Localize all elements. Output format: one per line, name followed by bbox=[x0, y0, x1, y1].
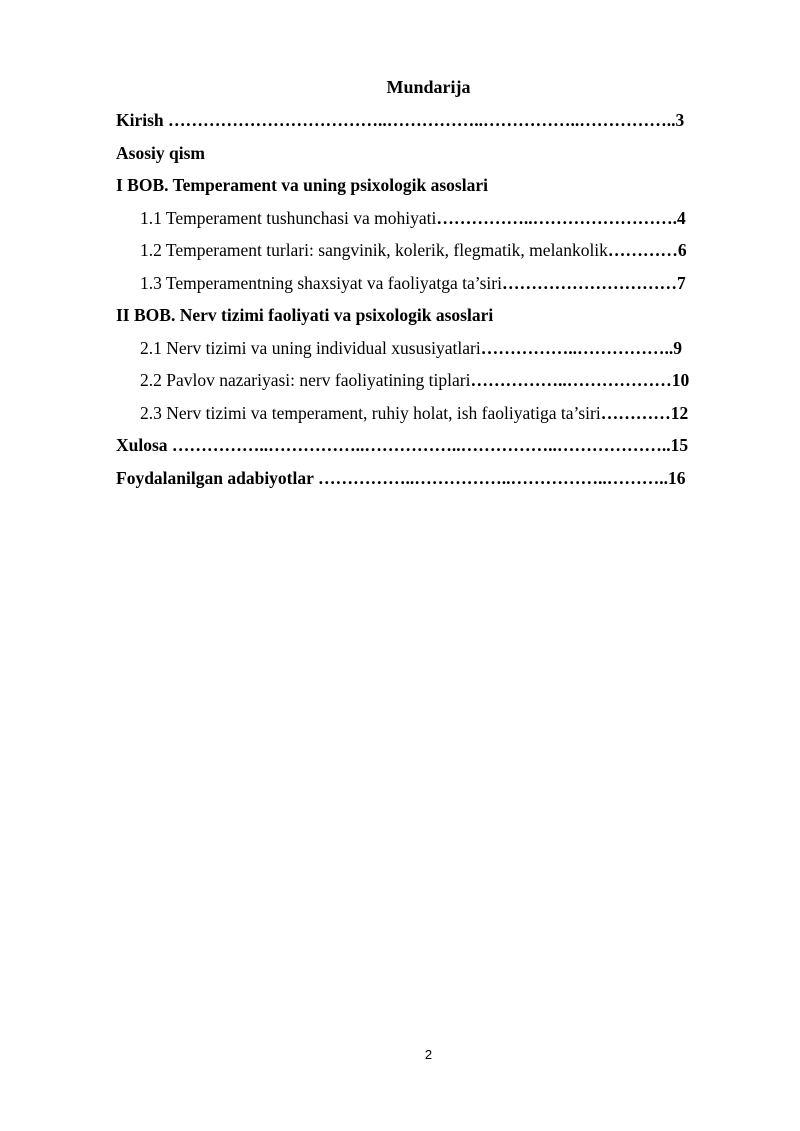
toc-entry-text: 1.2 Temperament turlari: sangvinik, kolerik, flegmatik, melankolik bbox=[140, 240, 608, 260]
toc-page-number: 3 bbox=[675, 110, 685, 130]
toc-chapter-2 bbox=[116, 303, 728, 327]
page-title: Mundarija bbox=[386, 77, 471, 97]
toc-entry-1-1 bbox=[140, 206, 728, 230]
toc-entry-kirish bbox=[116, 108, 728, 132]
toc-leader: ………………………………..……………..……………..…………….. bbox=[168, 110, 676, 130]
toc-leader: ……………..……………..……………..……………..……………….. bbox=[171, 435, 671, 455]
toc-entry-text: 2.3 Nerv tizimi va temperament, ruhiy holat, ish faoliyatiga ta’siri bbox=[140, 403, 601, 423]
toc-page-number: 10 bbox=[671, 370, 690, 390]
toc-page-number: 9 bbox=[673, 338, 682, 358]
toc-leader: ……………..…………….. bbox=[480, 338, 674, 358]
toc-leader: ……………..……………………. bbox=[436, 208, 677, 228]
toc-entry-2-3 bbox=[140, 401, 728, 425]
toc-leader: ………………………… bbox=[501, 273, 677, 293]
toc-leader: ……………..……………..……………..……….. bbox=[317, 468, 668, 488]
toc-entry-xulosa bbox=[116, 433, 728, 457]
toc-entry-text: 1.3 Temperamentning shaxsiyat va faoliyatga ta’siri bbox=[140, 273, 502, 293]
toc-page-number: 4 bbox=[677, 208, 686, 228]
toc-entry-text: I BOB. Temperament va uning psixologik asoslari bbox=[116, 175, 488, 195]
toc-entry-text: II BOB. Nerv tizimi faoliyati va psixologik asoslari bbox=[116, 305, 494, 325]
toc-entry-1-3 bbox=[140, 271, 728, 295]
toc-entry-text: Asosiy qism bbox=[116, 143, 205, 163]
toc-leader: ………… bbox=[607, 240, 678, 260]
toc-entry-adabiyotlar bbox=[116, 466, 728, 490]
toc-leader: ………… bbox=[600, 403, 671, 423]
toc-page-number: 15 bbox=[670, 435, 689, 455]
toc-entry-text: 1.1 Temperament tushunchasi va mohiyati bbox=[140, 208, 437, 228]
toc-entry-text: Xulosa bbox=[116, 435, 172, 455]
toc-entry-2-2 bbox=[140, 368, 728, 392]
toc-entry-asosiy-qism bbox=[116, 141, 728, 165]
toc-entry-text: 2.1 Nerv tizimi va uning individual xususiyatlari bbox=[140, 338, 481, 358]
toc-entry-text: Foydalanilgan adabiyotlar bbox=[116, 468, 318, 488]
toc-page-number: 16 bbox=[667, 468, 686, 488]
toc-entry-1-2 bbox=[140, 238, 728, 262]
toc-page-number: 7 bbox=[676, 273, 686, 293]
toc-entry-2-1 bbox=[140, 336, 728, 360]
page-number: 2 bbox=[424, 1047, 433, 1062]
toc-page-number: 6 bbox=[677, 240, 687, 260]
toc-page-number: 12 bbox=[670, 403, 689, 423]
toc-entry-text: Kirish bbox=[116, 110, 169, 130]
toc-entry-text: 2.2 Pavlov nazariyasi: nerv faoliyatining tiplari bbox=[140, 370, 471, 390]
toc-chapter-1 bbox=[116, 173, 728, 197]
toc-leader: ……………..……………… bbox=[470, 370, 672, 390]
